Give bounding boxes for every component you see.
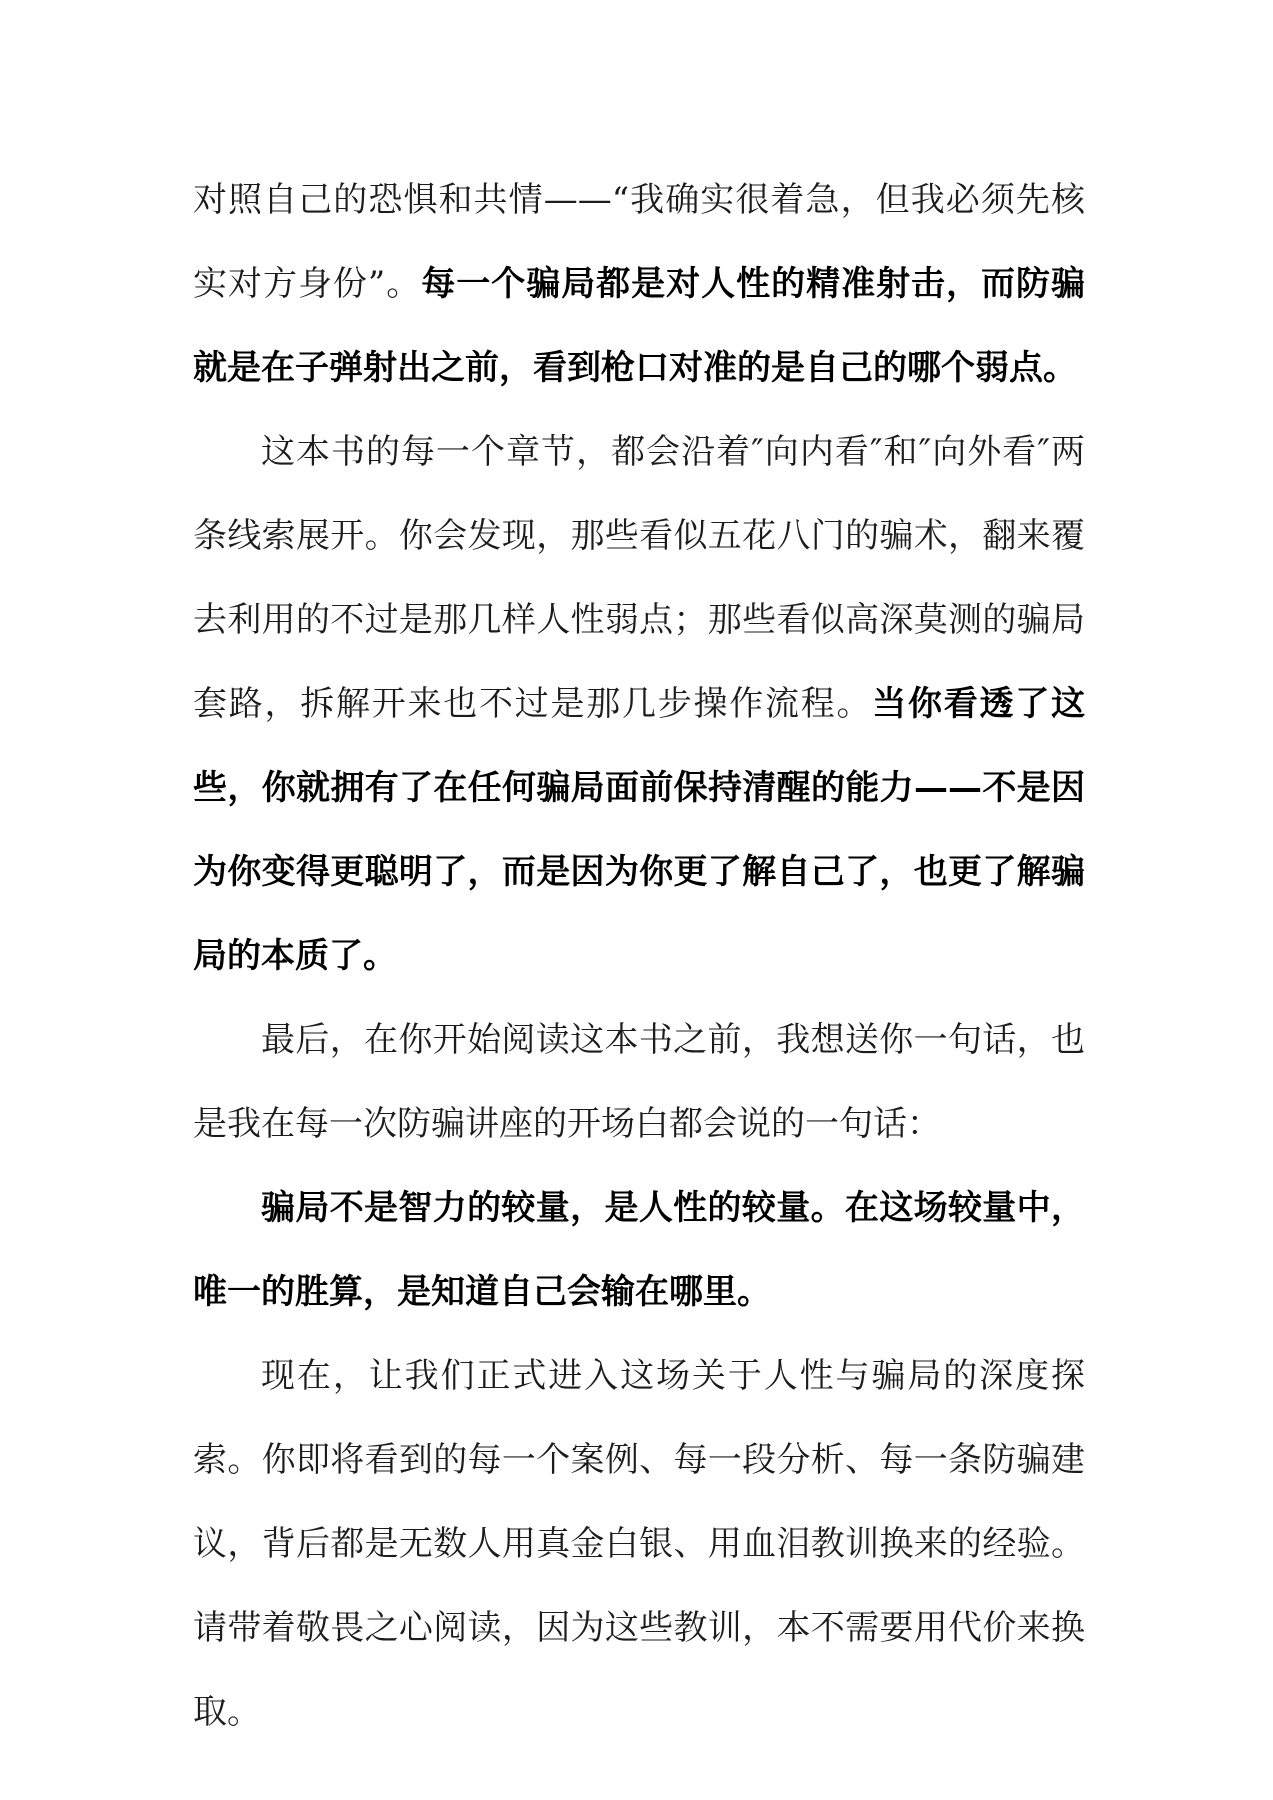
- paragraph-1: [193, 158, 1085, 410]
- paragraph-2-bold-text: 当你看透了这些，你就拥有了在任何骗局面前保持清醒的能力——不是因为你变得更聪明了，而是因为你更了解自己了，也更了解骗局的本质了。: [193, 684, 1085, 976]
- paragraph-3: [193, 998, 1085, 1166]
- paragraph-2-text: 这本书的每一个章节，都会沿着″向内看″和″向外看″两条线索展开。你会发现，那些看似五花八门的骗术，翻来覆去利用的不过是那几样人性弱点；那些看似高深莫测的骗局套路，拆解开来也不过是那几步操作流程。: [193, 432, 1085, 724]
- document-page: [193, 158, 1085, 1754]
- paragraph-2: [193, 410, 1085, 998]
- paragraph-5-text: 现在，让我们正式进入这场关于人性与骗局的深度探索。你即将看到的每一个案例、每一段分析、每一条防骗建议，背后都是无数人用真金白银、用血泪教训换来的经验。请带着敬畏之心阅读，因为这些教训，本不需要用代价来换取。: [193, 1356, 1085, 1732]
- paragraph-4-bold-text: 骗局不是智力的较量，是人性的较量。在这场较量中，唯一的胜算，是知道自己会输在哪里。: [193, 1188, 1085, 1312]
- paragraph-5: [193, 1334, 1085, 1754]
- paragraph-1-text: 对照自己的恐惧和共情——“我确实很着急，但我必须先核实对方身份”。: [193, 180, 1085, 304]
- paragraph-1-bold-text: 每一个骗局都是对人性的精准射击，而防骗就是在子弹射出之前，看到枪口对准的是自己的哪个弱点。: [193, 264, 1085, 388]
- paragraph-4-quote: [193, 1166, 1085, 1334]
- paragraph-3-text: 最后，在你开始阅读这本书之前，我想送你一句话，也是我在每一次防骗讲座的开场白都会说的一句话：: [193, 1020, 1085, 1144]
